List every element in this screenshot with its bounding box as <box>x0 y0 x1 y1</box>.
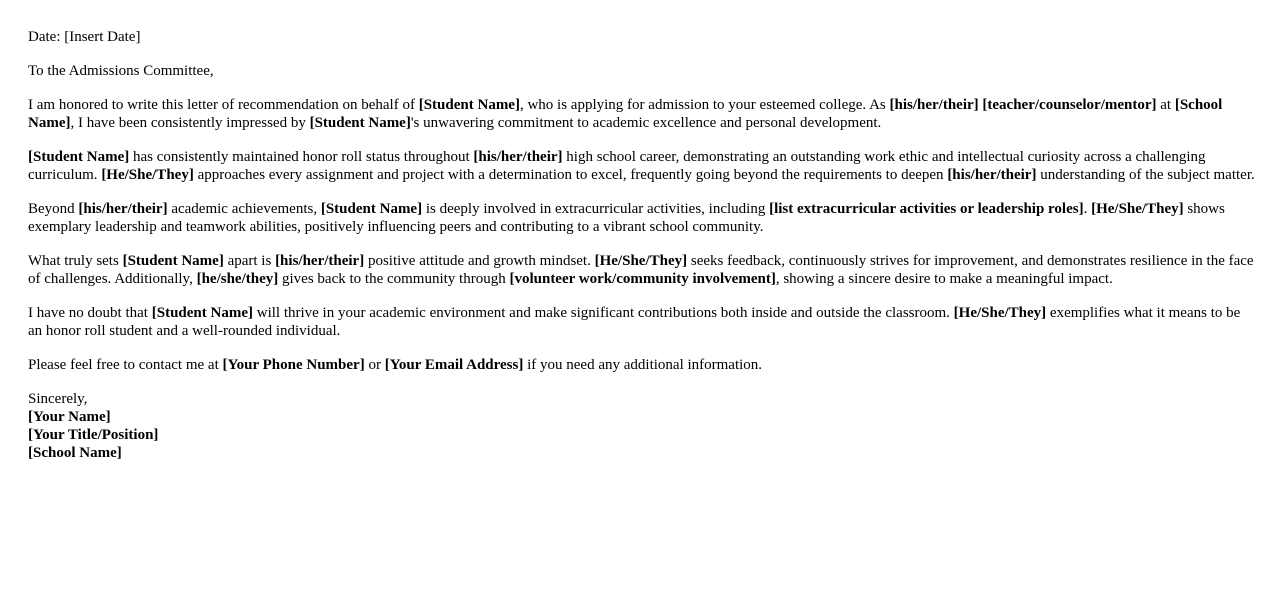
placeholder-field: [Student Name] <box>122 253 224 269</box>
placeholder-field: [volunteer work/community involvement] <box>509 271 776 287</box>
letter-paragraph-conclusion <box>28 304 1258 340</box>
letter-text: or <box>364 357 385 373</box>
placeholder-field: [list extracurricular activities or leadership roles] <box>769 201 1084 217</box>
placeholder-field: [his/her/their] <box>78 201 168 217</box>
letter-paragraph-intro <box>28 96 1258 132</box>
signature-name: [Your Name] <box>28 409 111 425</box>
placeholder-field: [Your Phone Number] <box>222 357 365 373</box>
signature-block <box>28 390 1258 462</box>
letter-text: understanding of the subject matter. <box>1036 167 1255 183</box>
letter-text: exemplifies what it means to be an honor roll student and a well-rounded individual. <box>28 305 1241 339</box>
letter-text: , who is applying for admission to your esteemed college. As <box>519 97 890 113</box>
letter-text: , I have been consistently impressed by <box>70 115 310 131</box>
letter-text: apart is <box>223 253 276 269</box>
placeholder-field: [he/she/they] <box>196 271 279 287</box>
letter-text: I am honored to write this letter of recommendation on behalf of <box>28 97 419 113</box>
letter-text: gives back to the community through <box>278 271 510 287</box>
letter-paragraph-extracurricular <box>28 200 1258 236</box>
letter-text: I have no doubt that <box>28 305 152 321</box>
placeholder-field: [He/She/They] <box>953 305 1047 321</box>
placeholder-field: [He/She/They] <box>594 253 688 269</box>
letter-text: high school career, demonstrating an outstanding work ethic and intellectual curiosity across a challenging curriculum. <box>28 149 1206 183</box>
signature-school: [School Name] <box>28 445 122 461</box>
letter-text: positive attitude and growth mindset. <box>364 253 595 269</box>
letter-paragraph-contact <box>28 356 1258 374</box>
placeholder-field: [teacher/counselor/mentor] <box>982 97 1157 113</box>
letter-text: . <box>1083 201 1092 217</box>
letter-text: shows exemplary leadership and teamwork abilities, positively influencing peers and contributing to a vibrant school community. <box>28 201 1225 235</box>
letter-text: is deeply involved in extracurricular activities, including <box>422 201 770 217</box>
placeholder-field: [his/her/their] <box>889 97 979 113</box>
placeholder-field: [Student Name] <box>151 305 253 321</box>
signature-closing: Sincerely, <box>28 391 88 407</box>
placeholder-field: [Student Name] <box>320 201 423 217</box>
letter-text: What truly sets <box>28 253 123 269</box>
placeholder-field: [He/She/They] <box>101 167 194 183</box>
placeholder-field: [He/She/They] <box>1091 201 1184 217</box>
letter-text: if you need any additional information. <box>523 357 763 373</box>
letter-text: Please feel free to contact me at <box>28 357 223 373</box>
letter-text: has consistently maintained honor roll status throughout <box>129 149 474 165</box>
letter-text: will thrive in your academic environment and make significant contributions both inside and outside the classroom. <box>252 305 954 321</box>
letter-text: seeks feedback, continuously strives for improvement, and demonstrates resilience in the face of challenges. Additionally, <box>28 253 1254 287</box>
placeholder-field: [Student Name] <box>28 149 130 165</box>
letter-text: academic achievements, <box>167 201 321 217</box>
placeholder-field: [Student Name] <box>418 97 520 113</box>
placeholder-field: [his/her/their] <box>473 149 563 165</box>
placeholder-field: [his/her/their] <box>275 253 365 269</box>
letter-text: at <box>1156 97 1175 113</box>
placeholder-field: [School Name] <box>28 97 1223 131</box>
placeholder-field: [Student Name] <box>309 115 411 131</box>
letter-paragraph-academics <box>28 148 1258 184</box>
letter-text: To the Admissions Committee, <box>28 63 214 79</box>
letter-text: approaches every assignment and project with a determination to excel, frequently going beyond the requirements to deepen <box>193 167 948 183</box>
placeholder-field: [Your Email Address] <box>384 357 524 373</box>
letter-text: Beyond <box>28 201 79 217</box>
letter-text: 's unwavering commitment to academic excellence and personal development. <box>410 115 882 131</box>
letter-date <box>28 28 1258 46</box>
letter-salutation <box>28 62 1258 80</box>
letter-text: , showing a sincere desire to make a meaningful impact. <box>775 271 1113 287</box>
placeholder-field: [his/her/their] <box>947 167 1037 183</box>
letter-text: Date: [Insert Date] <box>28 29 141 45</box>
recommendation-letter <box>28 28 1258 462</box>
signature-title: [Your Title/Position] <box>28 427 159 443</box>
letter-paragraph-character <box>28 252 1258 288</box>
